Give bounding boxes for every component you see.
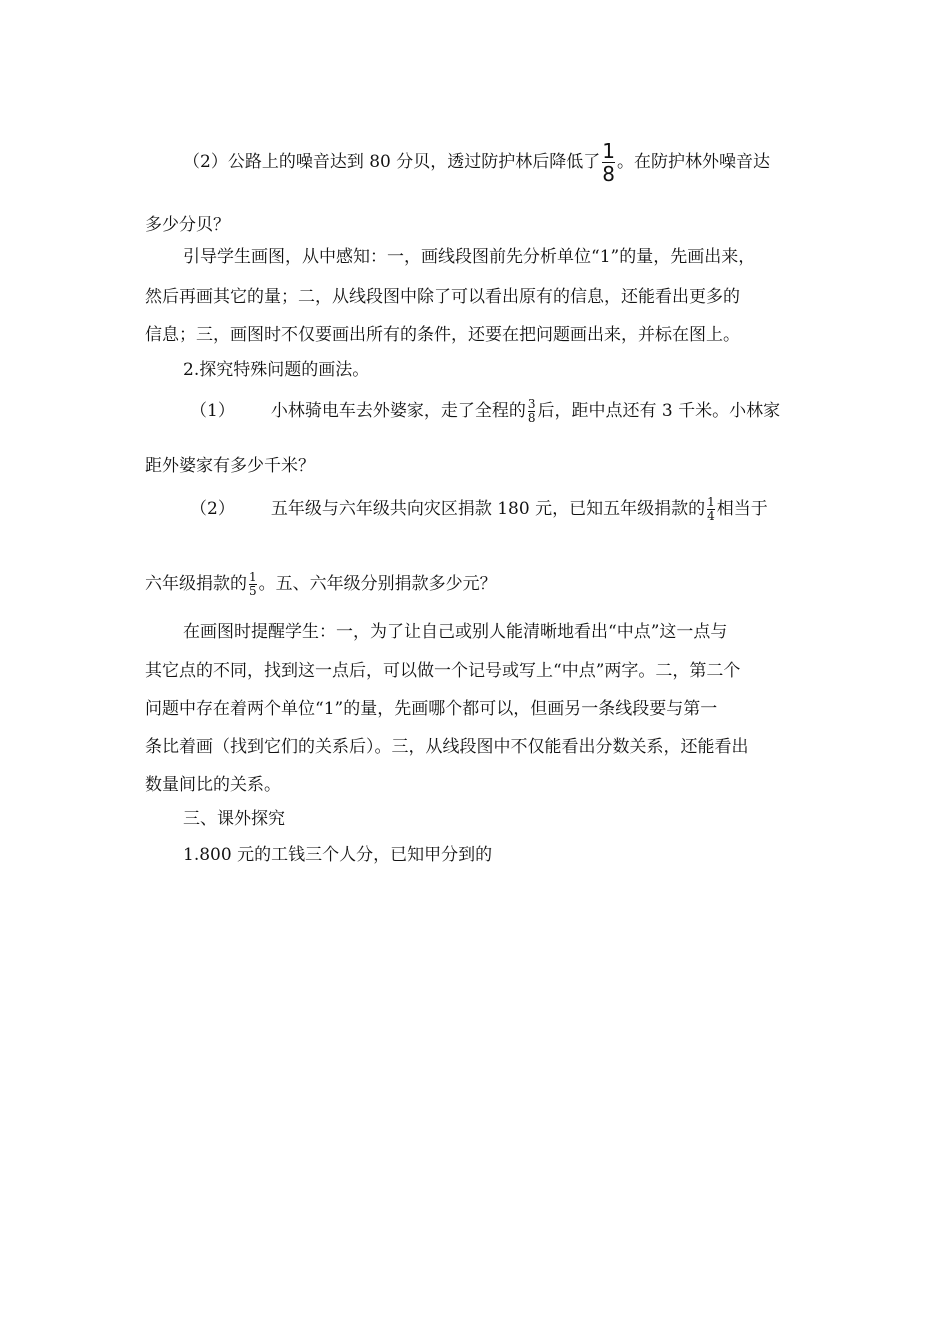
extension-item-1: 1.800 元的工钱三个人分，已知甲分到的	[183, 845, 493, 865]
reminder-line-2: 其它点的不同，找到这一点后，可以做一个记号或写上“中点”两字。二，第二个	[145, 661, 741, 681]
question-1-line-2: 距外婆家有多少千米？	[145, 456, 315, 476]
fraction-one-fifth: $\frac{1}{5}$	[249, 570, 257, 598]
guidance-line-1: 引导学生画图，从中感知：一，画线段图前先分析单位“1”的量，先画出来，	[183, 247, 756, 267]
question-1-text-after: 后，距中点还有 3 千米。小林家	[537, 401, 781, 421]
question-2-text: 五年级与六年级共向灾区捐款 180 元，已知五年级捐款的	[270, 499, 706, 519]
reminder-line-1: 在画图时提醒学生：一，为了让自己或别人能清晰地看出“中点”这一点与	[183, 622, 728, 642]
reminder-line-5: 数量间比的关系。	[145, 775, 281, 795]
question-2-line-1	[190, 496, 768, 523]
guidance-line-3: 信息；三，画图时不仅要画出所有的条件，还要在把问题画出来，并标在图上。	[145, 325, 740, 345]
question-1-label: （1）	[190, 401, 235, 421]
fraction-three-eighths: $\frac{3}{8}$	[527, 397, 536, 425]
fraction-one-quarter: $\frac{1}{4}$	[707, 495, 715, 523]
reminder-line-4: 条比着画（找到它们的关系后）。三，从线段图中不仅能看出分数关系，还能看出	[145, 737, 749, 757]
question-1-text: 小林骑电车去外婆家，走了全程的	[270, 401, 526, 421]
fraction-one-eighth: $\frac{1}{8}$	[602, 139, 615, 186]
reminder-line-3: 问题中存在着两个单位“1”的量，先画哪个都可以，但画另一条线段要与第一	[145, 699, 718, 719]
problem-2-text: （2）公路上的噪音达到 80 分贝，透过防护林后降低了	[183, 152, 601, 172]
section-heading-2: 2.探究特殊问题的画法。	[183, 360, 370, 380]
question-2-cont-after: 。五、六年级分别捐款多少元？	[258, 574, 497, 594]
question-2-line-2	[145, 571, 497, 598]
question-2-label: （2）	[190, 499, 235, 519]
problem-2-line-1	[183, 140, 770, 185]
guidance-line-2: 然后再画其它的量；二，从线段图中除了可以看出原有的信息，还能看出更多的	[145, 287, 740, 307]
section-heading-3: 三、课外探究	[183, 809, 285, 829]
question-2-cont-text: 六年级捐款的	[145, 574, 247, 594]
question-2-text-after: 相当于	[716, 499, 768, 519]
problem-2-text-after: 。在防护林外噪音达	[617, 152, 770, 172]
question-1-line-1	[190, 398, 780, 425]
problem-2-line-2: 多少分贝？	[145, 215, 230, 235]
